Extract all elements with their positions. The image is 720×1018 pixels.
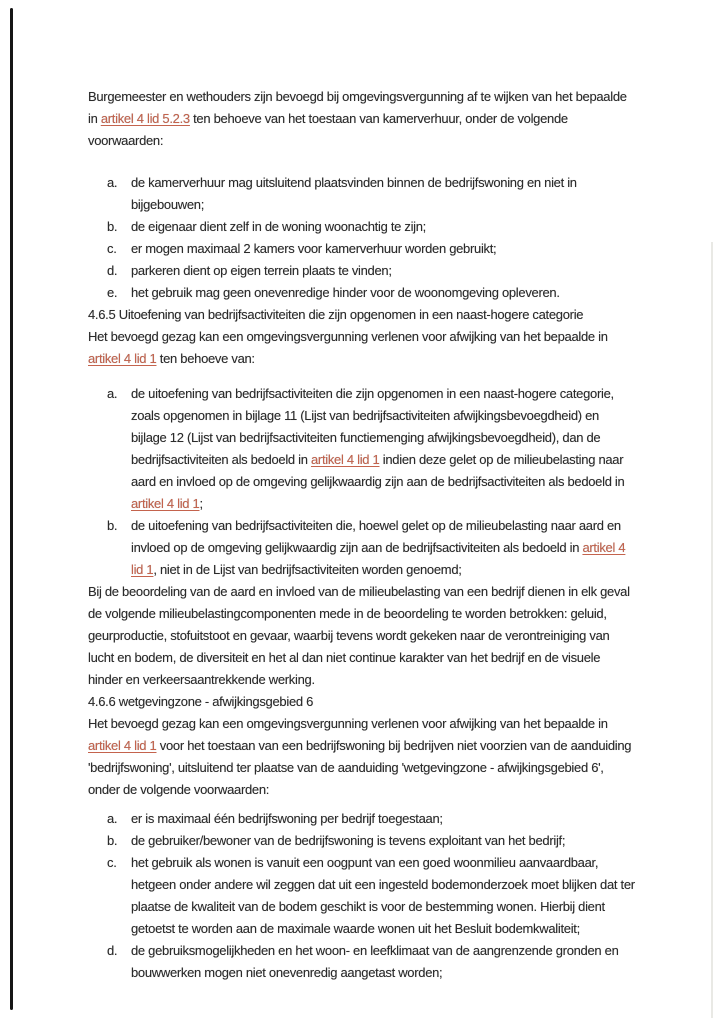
list-marker: a.	[107, 386, 118, 401]
paragraph-465-intro	[88, 326, 636, 370]
list-item	[88, 515, 636, 581]
scan-edge-line-left	[10, 8, 13, 1010]
list-marker: d.	[107, 263, 118, 278]
list-item-text: het gebruik mag geen onevenredige hinder voor de woonomgeving opleveren.	[131, 285, 560, 300]
list-item-text: ;	[199, 496, 203, 511]
list-item	[88, 383, 636, 515]
document-page	[88, 86, 636, 984]
list-item-text: de gebruiker/bewoner van de bedrijfswoning is tevens exploitant van het bedrijf;	[131, 833, 566, 848]
list-item	[88, 830, 636, 852]
list-item-text: de uitoefening van bedrijfsactiviteiten die zijn opgenomen in een naast-hogere categorie, zoals opgenomen in bijlage 11 (Lijst van bedrijfsactiviteiten afwijkingsbevoegdheid) en bijlage 12 (Lijst van bedrijfsactiviteiten functiemenging afwijkingsbevoegdheid), dan de bedrijfsactiviteiten als bedoeld in	[131, 386, 614, 467]
artikel-4-lid-1-link[interactable]: artikel 4 lid 1	[131, 496, 200, 511]
paragraph-beoordeling: Bij de beoordeling van de aard en invloed van de milieubelasting van een bedrijf dienen in elk geval de volgende milieubelastingcomponenten mede in de beoordeling te worden betrokken: geluid, geurproductie, stofuitstoot en gevaar, waarbij tevens wordt gekeken naar de verontreiniging van lucht en bodem, de diversiteit en het al dan niet continue karakter van het bedrijf en de visuele hinder en verkeersaantrekkende werking.	[88, 584, 630, 687]
list-item	[88, 940, 636, 984]
list-item	[88, 808, 636, 830]
list-item-text: de eigenaar dient zelf in de woning woonachtig te zijn;	[131, 219, 426, 234]
paragraph-text: voor het toestaan van een bedrijfswoning bij bedrijven niet voorzien van de aanduiding 'bedrijfswoning', uitsluitend ter plaatse van de aanduiding 'wetgevingzone - afwijkingsgebied 6', onder de volgende voorwaarden:	[88, 738, 632, 797]
list-marker: c.	[107, 241, 117, 256]
artikel-4-lid-523-link[interactable]: artikel 4 lid 5.2.3	[100, 111, 190, 126]
list-marker: a.	[107, 175, 118, 190]
list-item-text: parkeren dient op eigen terrein plaats te vinden;	[131, 263, 392, 278]
list-item-text: de uitoefening van bedrijfsactiviteiten die, hoewel gelet op de milieubelasting naar aard en invloed op de omgeving gelijkwaardig zijn aan de bedrijfsactiviteiten als bedoeld in	[131, 518, 621, 555]
list-item-text: de kamerverhuur mag uitsluitend plaatsvinden binnen de bedrijfswoning en niet in bijgebouwen;	[131, 175, 577, 212]
list-item	[88, 260, 636, 282]
list-marker: d.	[107, 943, 118, 958]
scan-edge-line-right	[711, 242, 713, 1018]
paragraph-text: ten behoeve van het toestaan van kamerverhuur, onder de volgende voorwaarden:	[88, 111, 568, 148]
list-marker: b.	[107, 219, 118, 234]
paragraph-kamerverhuur-intro	[88, 86, 636, 152]
list-item	[88, 238, 636, 260]
list-item	[88, 172, 636, 216]
paragraph-466-intro	[88, 713, 636, 801]
list-marker: b.	[107, 518, 118, 533]
list-item-text: er mogen maximaal 2 kamers voor kamerverhuur worden gebruikt;	[131, 241, 497, 256]
list-item-text: het gebruik als wonen is vanuit een oogpunt van een goed woonmilieu aanvaardbaar, hetgeen onder andere wil zeggen dat uit een ingesteld bodemonderzoek moet blijken dat ter plaatse de kwaliteit van de bodem geschikt is voor de bestemming wonen. Hierbij dient getoetst te worden aan de maximale waarde wonen uit het Besluit bodemkwaliteit;	[131, 855, 635, 936]
list-item	[88, 852, 636, 940]
list-item-text: er is maximaal één bedrijfswoning per bedrijf toegestaan;	[131, 811, 443, 826]
artikel-4-lid-1-link[interactable]: artikel 4 lid 1	[131, 540, 626, 577]
section-heading-465: 4.6.5 Uitoefening van bedrijfsactiviteiten die zijn opgenomen in een naast-hogere categorie	[88, 307, 584, 322]
section-heading-466: 4.6.6 wetgevingzone - afwijkingsgebied 6	[88, 694, 314, 709]
list-466-voorwaarden	[88, 808, 636, 984]
paragraph-text: Het bevoegd gezag kan een omgevingsvergunning verlenen voor afwijking van het bepaalde in	[88, 329, 608, 344]
list-item-text: de gebruiksmogelijkheden en het woon- en leefklimaat van de aangrenzende gronden en bouwwerken mogen niet onevenredig aangetast worden;	[131, 943, 619, 980]
paragraph-text: Het bevoegd gezag kan een omgevingsvergunning verlenen voor afwijking van het bepaalde in	[88, 716, 608, 731]
paragraph-text: ten behoeve van:	[156, 351, 255, 366]
artikel-4-lid-1-link[interactable]: artikel 4 lid 1	[310, 452, 380, 467]
paragraph-text: Burgemeester en wethouders zijn bevoegd bij omgevingsvergunning af te wijken van het bepaalde in	[88, 89, 627, 126]
list-item	[88, 216, 636, 238]
artikel-4-lid-1-link[interactable]: artikel 4 lid 1	[88, 351, 157, 366]
list-marker: c.	[107, 855, 117, 870]
list-item-text: , niet in de Lijst van bedrijfsactiviteiten worden genoemd;	[153, 562, 462, 577]
artikel-4-lid-1-link[interactable]: artikel 4 lid 1	[88, 738, 157, 753]
list-465-items	[88, 383, 636, 581]
list-marker: a.	[107, 811, 118, 826]
list-item-text: indien deze gelet op de milieubelasting naar aard en invloed op de omgeving gelijkwaardig zijn aan de bedrijfsactiviteiten als bedoeld in	[131, 452, 625, 489]
list-kamerverhuur-voorwaarden	[88, 172, 636, 304]
list-marker: e.	[107, 285, 118, 300]
list-item	[88, 282, 636, 304]
list-marker: b.	[107, 833, 118, 848]
